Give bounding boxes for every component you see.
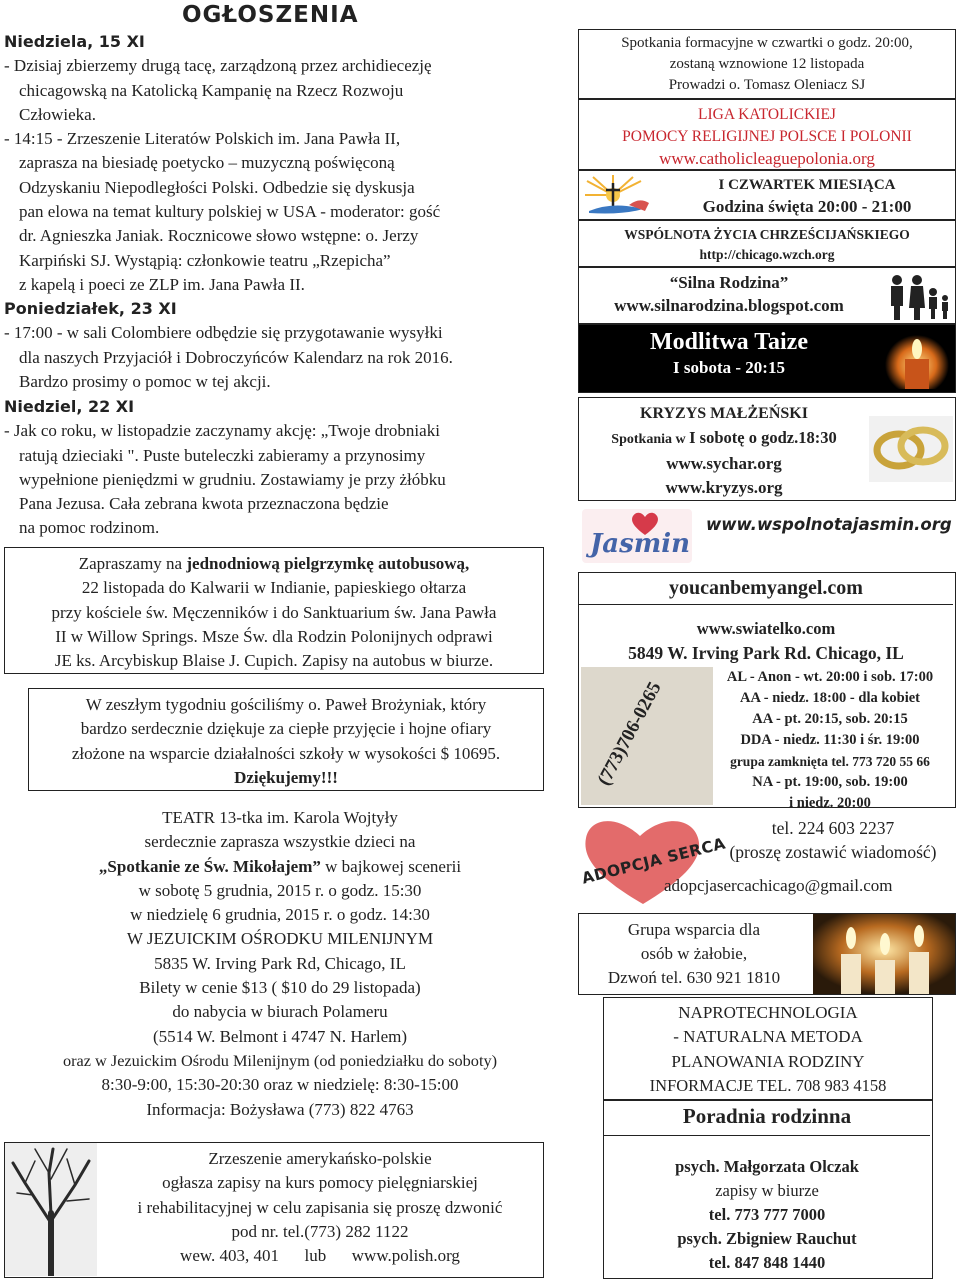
theatre-line: oraz w Jezuickim Ośrodu Milenijnym (od poniedziałku do soboty): [62, 1050, 498, 1070]
league-line: POMOCY RELIGIJNEJ POLSCE I POLONII: [622, 128, 912, 145]
theatre-line: (5514 W. Belmont i 4747 N. Harlem): [152, 1026, 408, 1046]
text-line: na pomoc rodzinom.: [19, 518, 160, 538]
theatre-line: 5835 W. Irving Park Rd, Chicago, IL: [154, 953, 406, 973]
counseling-line: psych. Małgorzata Olczak: [675, 1157, 859, 1176]
theatre-line: Informacja: Bożysława (773) 822 4763: [146, 1099, 414, 1119]
thanks-line: W zeszłym tygodniu gościliśmy o. Paweł Brożyniak, który: [85, 695, 487, 714]
adoption-heart-text: ADOPCJA SERCA: [580, 834, 728, 888]
holy-hour-line: I CZWARTEK MIESIĄCA: [718, 177, 896, 193]
aa-meeting-line: AA - pt. 20:15, sob. 20:15: [752, 711, 908, 727]
adoption-section: [578, 812, 956, 908]
text-line: ratują dzieciaki ". Puste buteleczki zabieramy a przynosimy: [19, 445, 426, 465]
aa-phone-sign: [581, 667, 713, 805]
aa-meeting-line: NA - pt. 19:00, sob. 19:00: [752, 774, 908, 790]
pilgrimage-line: JE ks. Arcybiskup Blaise J. Cupich. Zapisy na autobus w biurze.: [54, 651, 494, 671]
announcement-sunday-15: [4, 30, 564, 297]
text-line: pan elowa na temat kultury polskiej w USA - moderator: gość: [19, 202, 441, 222]
aa-address: 5849 W. Irving Park Rd. Chicago, IL: [628, 643, 904, 663]
theatre-line: TEATR 13-tka im. Karola Wojtyły: [162, 808, 398, 827]
text-line: dla naszych Przyjaciół i Dobroczyńców Kalendarz na rok 2016.: [19, 347, 453, 367]
bare-tree-image: [5, 1143, 97, 1276]
catholic-league-box: [578, 99, 956, 170]
taize-time: I sobota - 20:15: [673, 358, 785, 377]
jasmin-logo: [582, 509, 692, 563]
formation-line: Spotkania formacyjne w czwartki o godz. 20:00,: [621, 35, 913, 51]
napro-line: INFORMACJE TEL. 708 983 4158: [649, 1075, 887, 1095]
heading-sunday-15: Niedziela, 15 XI: [4, 32, 145, 51]
napro-line: NAPROTECHNOLOGIA: [678, 1003, 858, 1022]
theatre-line: serdecznie zaprasza wszystkie dzieci na: [144, 832, 416, 852]
text-line: Bardzo prosimy o pomoc w tej akcji.: [19, 371, 271, 391]
aa-meeting-line: i niedz. 20:00: [789, 795, 871, 811]
grief-line: osób w żałobie,: [640, 944, 748, 963]
theatre-line: Bilety w cenie $13 ( $10 do 29 listopada): [139, 978, 421, 998]
thanks-box: [28, 688, 544, 791]
napro-line: PLANOWANIA RODZINY: [671, 1051, 865, 1071]
heading-sunday-22: Niedziel, 22 XI: [4, 397, 135, 416]
text-line: dr. Agnieszka Janiak. Rocznicowe słowo wstępne: o. Jerzy: [19, 226, 419, 246]
strong-family-box: [578, 267, 956, 324]
announcement-sunday-22: [4, 395, 564, 541]
counseling-line: zapisy w biurze: [715, 1181, 819, 1200]
taize-title: Modlitwa Taize: [649, 329, 808, 355]
aa-meetings-box: [578, 572, 956, 811]
thanks-line: złożone na wsparcie działalności szkoły w wysokości $ 10695.: [71, 743, 501, 763]
announcement-monday-23: [4, 297, 564, 394]
adoption-note: (proszę zostawić wiadomość): [729, 842, 937, 862]
theatre-line: W JEZUICKIM OŚRODKU MILENIJNYM: [126, 929, 434, 949]
text-line: Pana Jezusa. Cała zebrana kwota przeznaczona będzie: [19, 494, 389, 514]
counseling-line: psych. Zbigniew Rauchut: [677, 1229, 857, 1248]
heading-monday-23: Poniedziałek, 23 XI: [4, 299, 177, 318]
theatre-announcement: [0, 806, 560, 1122]
aa-phone-number: (773)706-0265: [593, 678, 666, 790]
counseling-title: Poradnia rodzinna: [682, 1104, 852, 1128]
marriage-crisis-box: [578, 397, 956, 501]
taize-box: [578, 324, 956, 393]
theatre-line: do nabycia w biurach Polameru: [172, 1002, 388, 1022]
league-url[interactable]: www.catholicleaguepolonia.org: [659, 149, 875, 168]
nursing-line: ogłasza zapisy na kurs pomocy pielęgniarskiej: [162, 1173, 478, 1193]
jasmin-url[interactable]: www.wspolnotajasmin.org: [706, 515, 952, 534]
marriage-url-kryzys[interactable]: www.kryzys.org: [665, 478, 783, 497]
family-silhouette-icon: [883, 272, 953, 322]
grief-line: Dzwoń tel. 630 921 1810: [607, 968, 781, 987]
grief-line: Grupa wsparcia dla: [627, 920, 761, 939]
strong-family-url[interactable]: www.silnarodzina.blogspot.com: [614, 296, 844, 315]
christian-life-line: WSPÓLNOTA ŻYCIA CHRZEŚCIJAŃSKIEGO: [624, 227, 910, 242]
text-line: - 14:15 - Zrzeszenie Literatów Polskich im. Jana Pawła II,: [4, 129, 401, 149]
grief-support-box: [578, 913, 956, 995]
text-line: - Jak co roku, w listopadzie zaczynamy akcję: „Twoje drobniaki: [4, 421, 440, 441]
page-title: OGŁOSZENIA: [182, 2, 359, 28]
candle-flame-icon: [885, 329, 949, 389]
pilgrimage-line: II w Willow Springs. Msze Św. dla Rodzin Polonijnych odprawi: [55, 626, 493, 646]
text-line: zaprasza na biesiadę poetycko – muzyczną poświęconą: [19, 153, 395, 173]
formation-line: zostaną wznowione 12 listopada: [669, 56, 865, 72]
text-line: Karpiński SJ. Wystąpią: członkowie teatru „Rzepicha”: [19, 250, 391, 270]
aa-meeting-line: AL - Anon - wt. 20:00 i sob. 17:00: [726, 669, 934, 685]
thanks-closing: Dziękujemy!!!: [234, 767, 338, 787]
theatre-line: w sobotę 5 grudnia, 2015 r. o godz. 15:30: [138, 880, 422, 900]
aa-meeting-line: DDA - niedz. 11:30 i śr. 19:00: [740, 732, 920, 748]
holy-hour-time: Godzina święta 20:00 - 21:00: [702, 197, 912, 216]
aa-meeting-line: grupa zamknięta tel. 773 720 55 66: [730, 754, 930, 769]
formation-meetings-box: [578, 29, 956, 99]
aa-meeting-line: AA - niedz. 18:00 - dla kobiet: [739, 690, 921, 706]
marriage-meeting: Spotkania w I sobotę o godz.18:30: [611, 428, 837, 447]
holy-hour-box: [578, 170, 956, 220]
aa-url[interactable]: www.swiatelko.com: [696, 619, 836, 638]
pilgrimage-box: [4, 547, 544, 674]
text-line: wypełnione pieniędzmi w grudniu. Zostawiamy je przy żłóbku: [19, 469, 446, 489]
nursing-line: i rehabilitacyjnej w celu zapisania się proszę dzwonić: [137, 1197, 503, 1217]
candles-icon: [813, 914, 955, 994]
pilgrimage-line: 22 listopada do Kalwarii w Indianie, papieskiego ołtarza: [81, 578, 467, 598]
angel-url[interactable]: youcanbemyangel.com: [669, 577, 863, 599]
theatre-line: 8:30-9:00, 15:30-20:30 oraz w niedzielę: 8:30-15:00: [101, 1075, 459, 1095]
christian-life-url[interactable]: http://chicago.wzch.org: [699, 247, 835, 262]
nursing-course-box: [4, 1142, 544, 1278]
strong-family-title: “Silna Rodzina”: [669, 273, 789, 292]
thanks-line: bardzo serdecznie dziękuje za ciepłe przyjęcie i hojne ofiary: [80, 719, 492, 739]
cross-sunburst-icon: [583, 175, 653, 217]
league-line: LIGA KATOLICKIEJ: [698, 106, 836, 123]
pilgrimage-line: przy kościele św. Męczenników i do Sanktuarium św. Jana Pawła: [51, 602, 497, 622]
marriage-title: KRYZYS MAŁŻEŃSKI: [640, 405, 808, 422]
family-counseling-box: [603, 1100, 933, 1279]
napro-line: - NATURALNA METODA: [673, 1027, 863, 1047]
text-line: Człowieka.: [19, 104, 96, 124]
nursing-line: pod nr. tel.(773) 282 1122: [231, 1221, 409, 1241]
marriage-url-sychar[interactable]: www.sychar.org: [666, 454, 782, 473]
text-line: - 17:00 - w sali Colombiere odbędzie się przygotawanie wysyłki: [4, 323, 443, 343]
adoption-email[interactable]: adopcjasercachicago@gmail.com: [664, 876, 893, 895]
text-line: z kapelą i poeci ze ZLP im. Jana Pawła II.: [19, 274, 305, 294]
nursing-contact: wew. 403, 401 lub www.polish.org: [180, 1246, 460, 1266]
christian-life-box: [578, 220, 956, 267]
naprotechnology-box: [603, 997, 933, 1100]
text-line: - Dzisiaj zbierzemy drugą tacę, zarządzoną przez archidiecezję: [4, 56, 432, 76]
jasmin-logo-text: Jasmin: [590, 529, 691, 559]
adoption-phone: tel. 224 603 2237: [771, 818, 895, 838]
theatre-line: w niedzielę 6 grudnia, 2015 r. o godz. 14:30: [130, 905, 430, 925]
text-line: chicagowską na Katolicką Kampanię na Rzecz Rozwoju: [19, 80, 404, 100]
pilgrimage-line: Zapraszamy na jednodniową pielgrzymkę autobusową,: [78, 554, 470, 573]
jasmin-banner: [578, 505, 956, 567]
text-line: Odzyskaniu Niepodległości Polski. Odbedzie się dyskusja: [19, 177, 415, 197]
wedding-rings-icon: [869, 416, 953, 482]
counseling-line: tel. 773 777 7000: [708, 1205, 826, 1224]
counseling-line: tel. 847 848 1440: [708, 1253, 826, 1272]
theatre-title: „Spotkanie ze Św. Mikołajem” w bajkowej scenerii: [98, 856, 462, 876]
nursing-line: Zrzeszenie amerykańsko-polskie: [208, 1149, 432, 1168]
formation-line: Prowadzi o. Tomasz Oleniacz SJ: [668, 77, 866, 93]
